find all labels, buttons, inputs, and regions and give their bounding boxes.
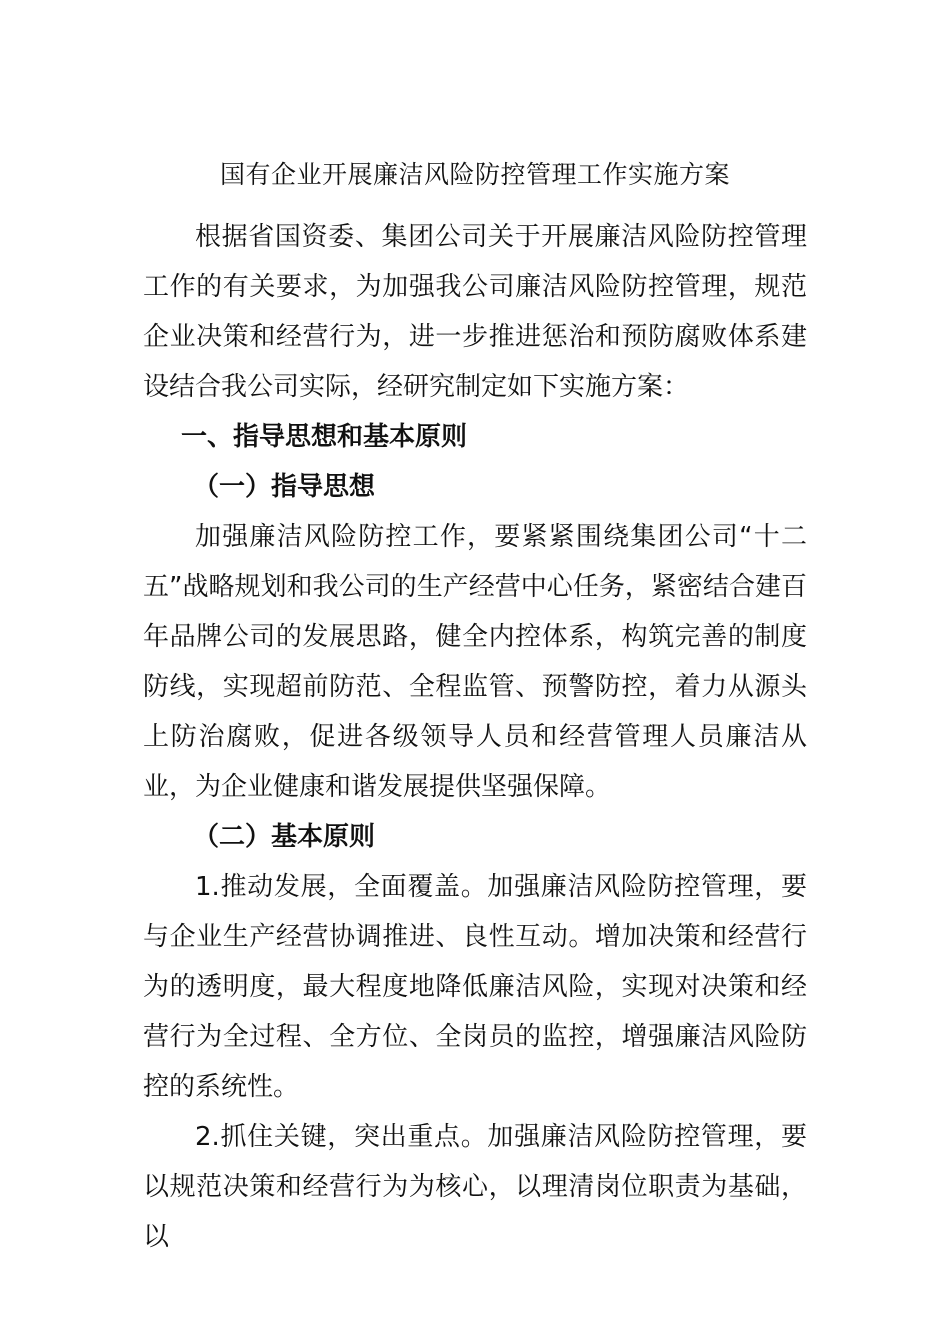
section-heading-guiding-principles: 一、指导思想和基本原则 [181, 422, 468, 452]
subsection-heading-basic-principles: （二）基本原则 [193, 822, 376, 852]
principle-1-paragraph: 1.推动发展，全面覆盖。加强廉洁风险防控管理，要与企业生产经营协调推进、良性互动。增加决策和经营行为的透明度，最大程度地降低廉洁风险，实现对决策和经营行为全过程、全方位、全岗员的监控，增强廉洁风险防控的系统性。 [143, 872, 807, 1102]
document-body [143, 212, 807, 1262]
principle-2-paragraph: 2.抓住关键，突出重点。加强廉洁风险防控管理，要以规范决策和经营行为为核心，以理清岗位职责为基础，以 [143, 1122, 807, 1252]
document-title: 国有企业开展廉洁风险防控管理工作实施方案 [219, 160, 730, 189]
intro-paragraph: 根据省国资委、集团公司关于开展廉洁风险防控管理工作的有关要求，为加强我公司廉洁风险防控管理，规范企业决策和经营行为，进一步推进惩治和预防腐败体系建设结合我公司实际，经研究制定如下实施方案： [143, 222, 807, 402]
guiding-thought-paragraph: 加强廉洁风险防控工作，要紧紧围绕集团公司“十二五”战略规划和我公司的生产经营中心任务，紧密结合建百年品牌公司的发展思路，健全内控体系，构筑完善的制度防线，实现超前防范、全程监管、预警防控，着力从源头上防治腐败，促进各级领导人员和经营管理人员廉洁从业，为企业健康和谐发展提供坚强保障。 [143, 522, 807, 802]
subsection-heading-guiding-thought: （一）指导思想 [193, 472, 376, 502]
